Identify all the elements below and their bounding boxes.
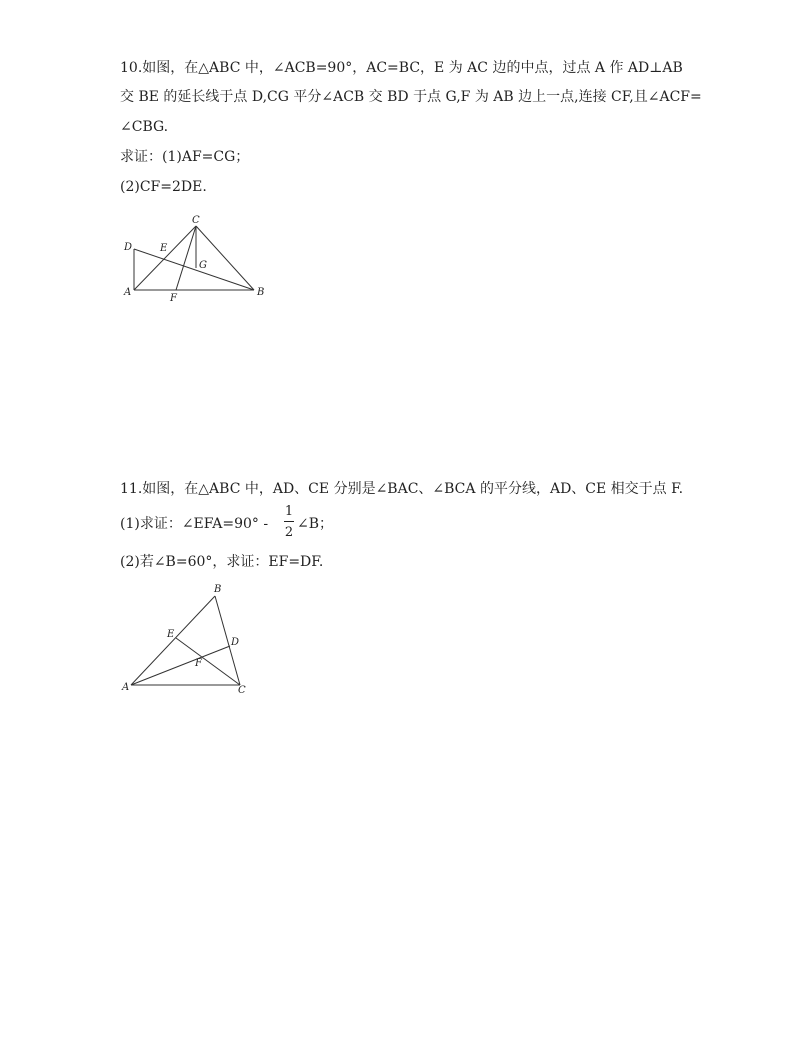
p10-label-E: E: [160, 243, 168, 254]
p10-line-5: (2)CF=2DE.: [120, 179, 207, 195]
p11-label-A: A: [122, 682, 130, 693]
p11-frac-denominator: 2: [284, 525, 294, 540]
p11-line-3: (2)若∠B=60°，求证：EF=DF.: [120, 554, 324, 570]
p11-seg-AD: [131, 646, 230, 685]
p10-line-3: ∠CBG.: [120, 119, 169, 135]
p11-label-D: D: [231, 637, 240, 648]
p10-label-A: A: [124, 287, 132, 298]
p11-label-B: B: [214, 584, 222, 595]
p10-line-2: 交 BE 的延长线于点 D,CG 平分∠ACB 交 BD 于点 G,F 为 AB 边上一点,连接 CF,且∠ACF=: [120, 89, 702, 105]
p10-label-C: C: [192, 215, 200, 226]
p11-line-2-suffix: ∠B；: [297, 516, 334, 532]
p10-line-4: 求证：(1)AF=CG；: [120, 149, 250, 165]
p11-label-E: E: [167, 629, 175, 640]
p10-label-D: D: [124, 242, 133, 253]
p11-line-1: 11.如图，在△ABC 中，AD、CE 分别是∠BAC、∠BCA 的平分线，AD、CE 相交于点 F.: [120, 481, 684, 497]
p11-line-2-prefix: (1)求证：∠EFA=90° -: [120, 516, 269, 532]
p10-line-1: 10.如图，在△ABC 中，∠ACB=90°，AC=BC，E 为 AC 边的中点，过点 A 作 AD⊥AB: [120, 60, 683, 76]
p10-label-B: B: [257, 287, 265, 298]
p11-label-F: F: [195, 658, 202, 669]
p10-label-G: G: [199, 260, 207, 271]
p11-seg-AB: [131, 596, 215, 685]
p10-label-F: F: [170, 293, 177, 304]
p11-label-C: C: [238, 685, 246, 696]
p11-frac-numerator: 1: [284, 504, 294, 519]
